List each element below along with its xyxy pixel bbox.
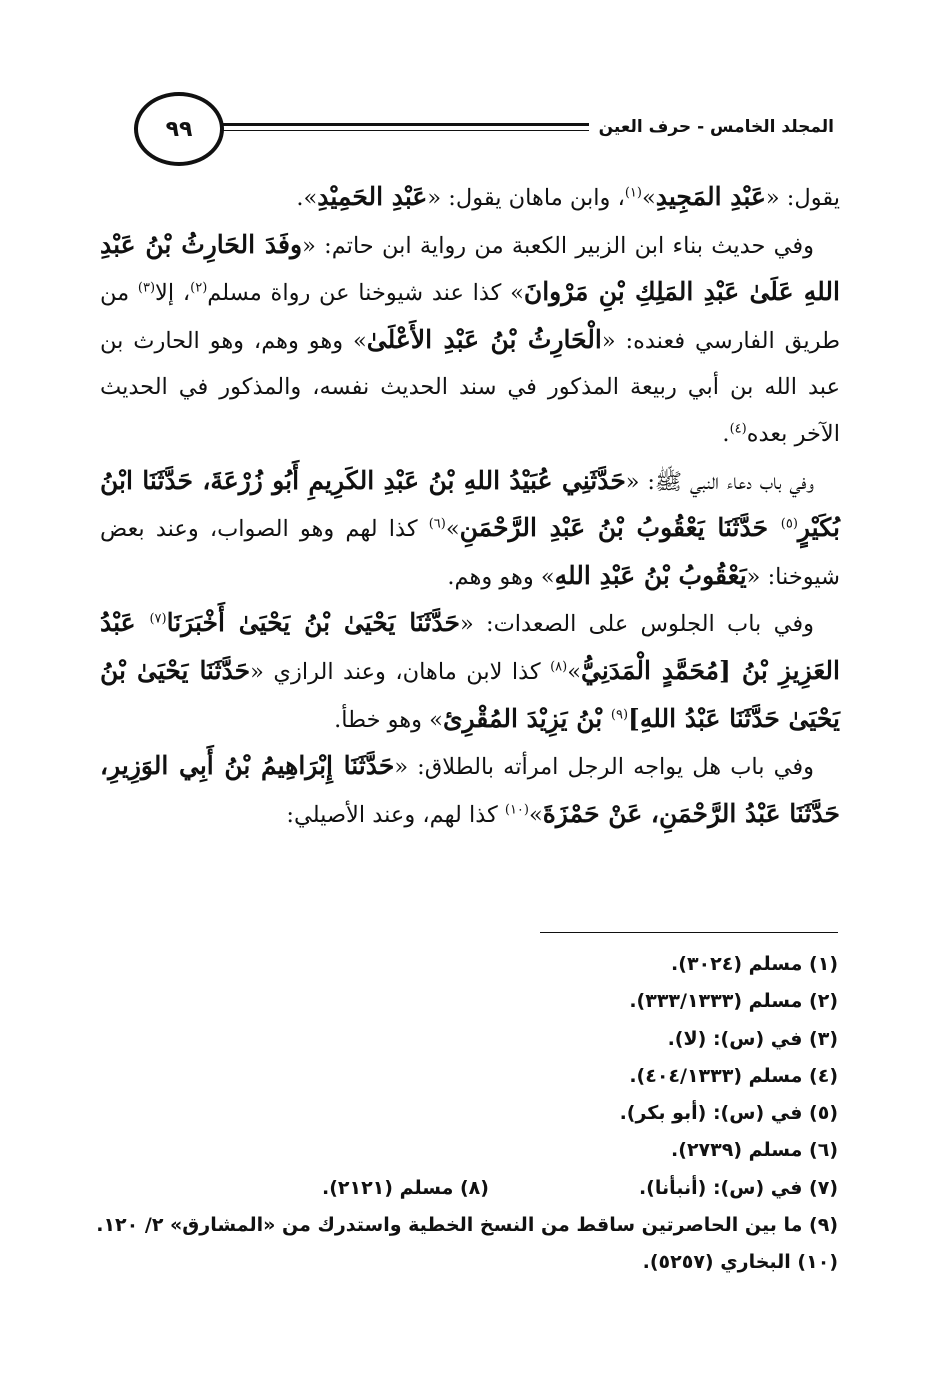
text-span: وفي باب الجلوس على الصعدات: « (459, 611, 814, 638)
footnote-1: (١) مسلم (٣٠٢٤). (671, 953, 838, 975)
footnote-ref: (٢) (190, 280, 208, 296)
paragraph-5 (100, 743, 840, 838)
footnote-row-7-8 (118, 1170, 838, 1207)
quoted-name: الْحَارِثُ بْنُ عَبْدِ الأَعْلَىٰ (366, 324, 602, 354)
quoted-isnad: عَبْدُ العَزِيزِ بْنُ [مُحَمَّدٍ الْمَدَنِيُّ (100, 608, 840, 685)
quoted-isnad: حَدَّثَنِي عُبَيْدُ اللهِ بْنُ عَبْدِ الكَرِيمِ أَبُو زُرْعَةَ، حَدَّثَنَا ابْنُ بُكَيْرٍ (100, 465, 840, 543)
footnote-10: (١٠) البخاري (٥٢٥٧). (642, 1251, 838, 1274)
footnote-ref: (٦) (428, 516, 446, 532)
paragraph-2 (100, 222, 840, 458)
quoted-name: عَبْدِ الحَمِيْدِ (317, 182, 428, 211)
text-span: » (529, 801, 543, 828)
footnote-ref: (١٠) (504, 802, 529, 818)
footnote-separator (540, 932, 838, 933)
text-span: » وهو خطأ. (334, 706, 443, 733)
footnote-4: (٤) مسلم (٤٠٤/١٣٣٣). (629, 1064, 838, 1087)
running-title: المجلد الخامس - حرف العين (589, 112, 838, 142)
quoted-isnad: حَدَّثَنَا يَحْيَىٰ بْنُ يَحْيَىٰ أَخْبَرَنَا (166, 608, 460, 638)
text-span: . (722, 420, 730, 447)
text-span: » (445, 516, 460, 543)
quoted-isnad: حَدَّثَنَا يَعْقُوبُ بْنُ عَبْدِ الرَّحْمَنِ (459, 513, 781, 543)
text-span: كذا لهم وهو الصواب، وعند بعض شيوخنا: « (100, 516, 840, 590)
text-span: » وهو وهم. (447, 563, 555, 590)
page-header (96, 92, 838, 162)
main-text (100, 174, 840, 838)
text-span: » (567, 658, 581, 685)
text-span: ». (296, 185, 318, 211)
footnote-ref: (٥) (780, 516, 798, 532)
footnote-3: (٣) في (س): (لا). (667, 1027, 838, 1050)
text-span: » (641, 185, 656, 211)
footnotes (96, 946, 838, 1282)
footnote-ref: (٧) (149, 611, 167, 627)
quoted-isnad: وفَدَ الحَارِثُ بْنُ عَبْدِ اللهِ عَلَىٰ عَبْدِ المَلِكِ بْنِ مَرْوانَ (100, 229, 840, 307)
footnote-6: (٦) مسلم (٢٧٣٩). (671, 1139, 838, 1162)
text-span: ، وابن ماهان يقول: « (427, 185, 625, 211)
footnote-7: (٧) في (س): (أنبأنا). (638, 1176, 838, 1199)
text-span: وفي باب هل يواجه الرجل امرأته بالطلاق: « (394, 754, 814, 781)
text-span: وفي حديث بناء ابن الزبير الكعبة من رواية ابن حاتم: « (302, 232, 814, 259)
quoted-name: عَبْدِ المَجِيدِ (655, 182, 766, 211)
paragraph-3 (100, 458, 840, 601)
text-span: كذا لهم، وعند الأصيلي: (286, 801, 505, 828)
text-span: وفي باب دعاء النبي ﷺ: « (625, 468, 814, 495)
text-span: » وهو وهم، وهو الحارث بن عبد الله بن أبي ربيعة المذكور في سند الحديث نفسه، والمذكور في الحديث الآخر بعده (100, 327, 840, 447)
quoted-name: يَعْقُوبُ بْنُ عَبْدِ اللهِ (554, 560, 747, 590)
quoted-isnad: حَدَّثَنَا إِبْرَاهِيمُ بْنُ أَبِي الوَزِيرِ، حَدَّثَنَا عَبْدُ الرَّحْمَنِ، عَنْ حَمْزَةَ (100, 751, 840, 828)
footnote-5: (٥) في (س): (أبو بكر). (619, 1102, 838, 1125)
text-span: يقول: « (765, 185, 840, 211)
page-number-badge (134, 92, 224, 166)
footnote-ref: (٩) (610, 707, 629, 723)
footnote-8: (٨) مسلم (٢١٢١). (321, 1176, 489, 1199)
text-span: من طريق الفارسي فعنده: « (100, 280, 841, 354)
paragraph-1 (100, 174, 840, 222)
footnote-ref: (٨) (550, 659, 568, 675)
footnote-ref: (١) (624, 185, 642, 201)
quoted-isnad: حَدَّثَنَا يَحْيَىٰ بْنُ يَحْيَىٰ حَدَّثَنَا عَبْدُ اللهِ] (100, 655, 840, 733)
paragraph-4 (100, 600, 840, 743)
footnote-9: (٩) ما بين الحاصرتين ساقط من النسخ الخطية واستدرك من «المشارق» ٢/ ١٢٠. (96, 1214, 838, 1237)
text-span: كذا لابن ماهان، وعند الرازي « (250, 658, 551, 685)
quoted-name: بْنُ يَزِيْدَ المُقْرِئ (442, 703, 611, 733)
footnote-ref: (٣) (137, 280, 156, 296)
page-number: ٩٩ (165, 116, 193, 142)
footnote-ref: (٤) (729, 421, 747, 437)
text-span: ، إلا (155, 280, 191, 307)
footnote-2: (٢) مسلم (٣٣٣/١٣٣٣). (629, 990, 838, 1013)
text-span: » كذا عند شيوخنا عن رواة مسلم (207, 280, 524, 307)
